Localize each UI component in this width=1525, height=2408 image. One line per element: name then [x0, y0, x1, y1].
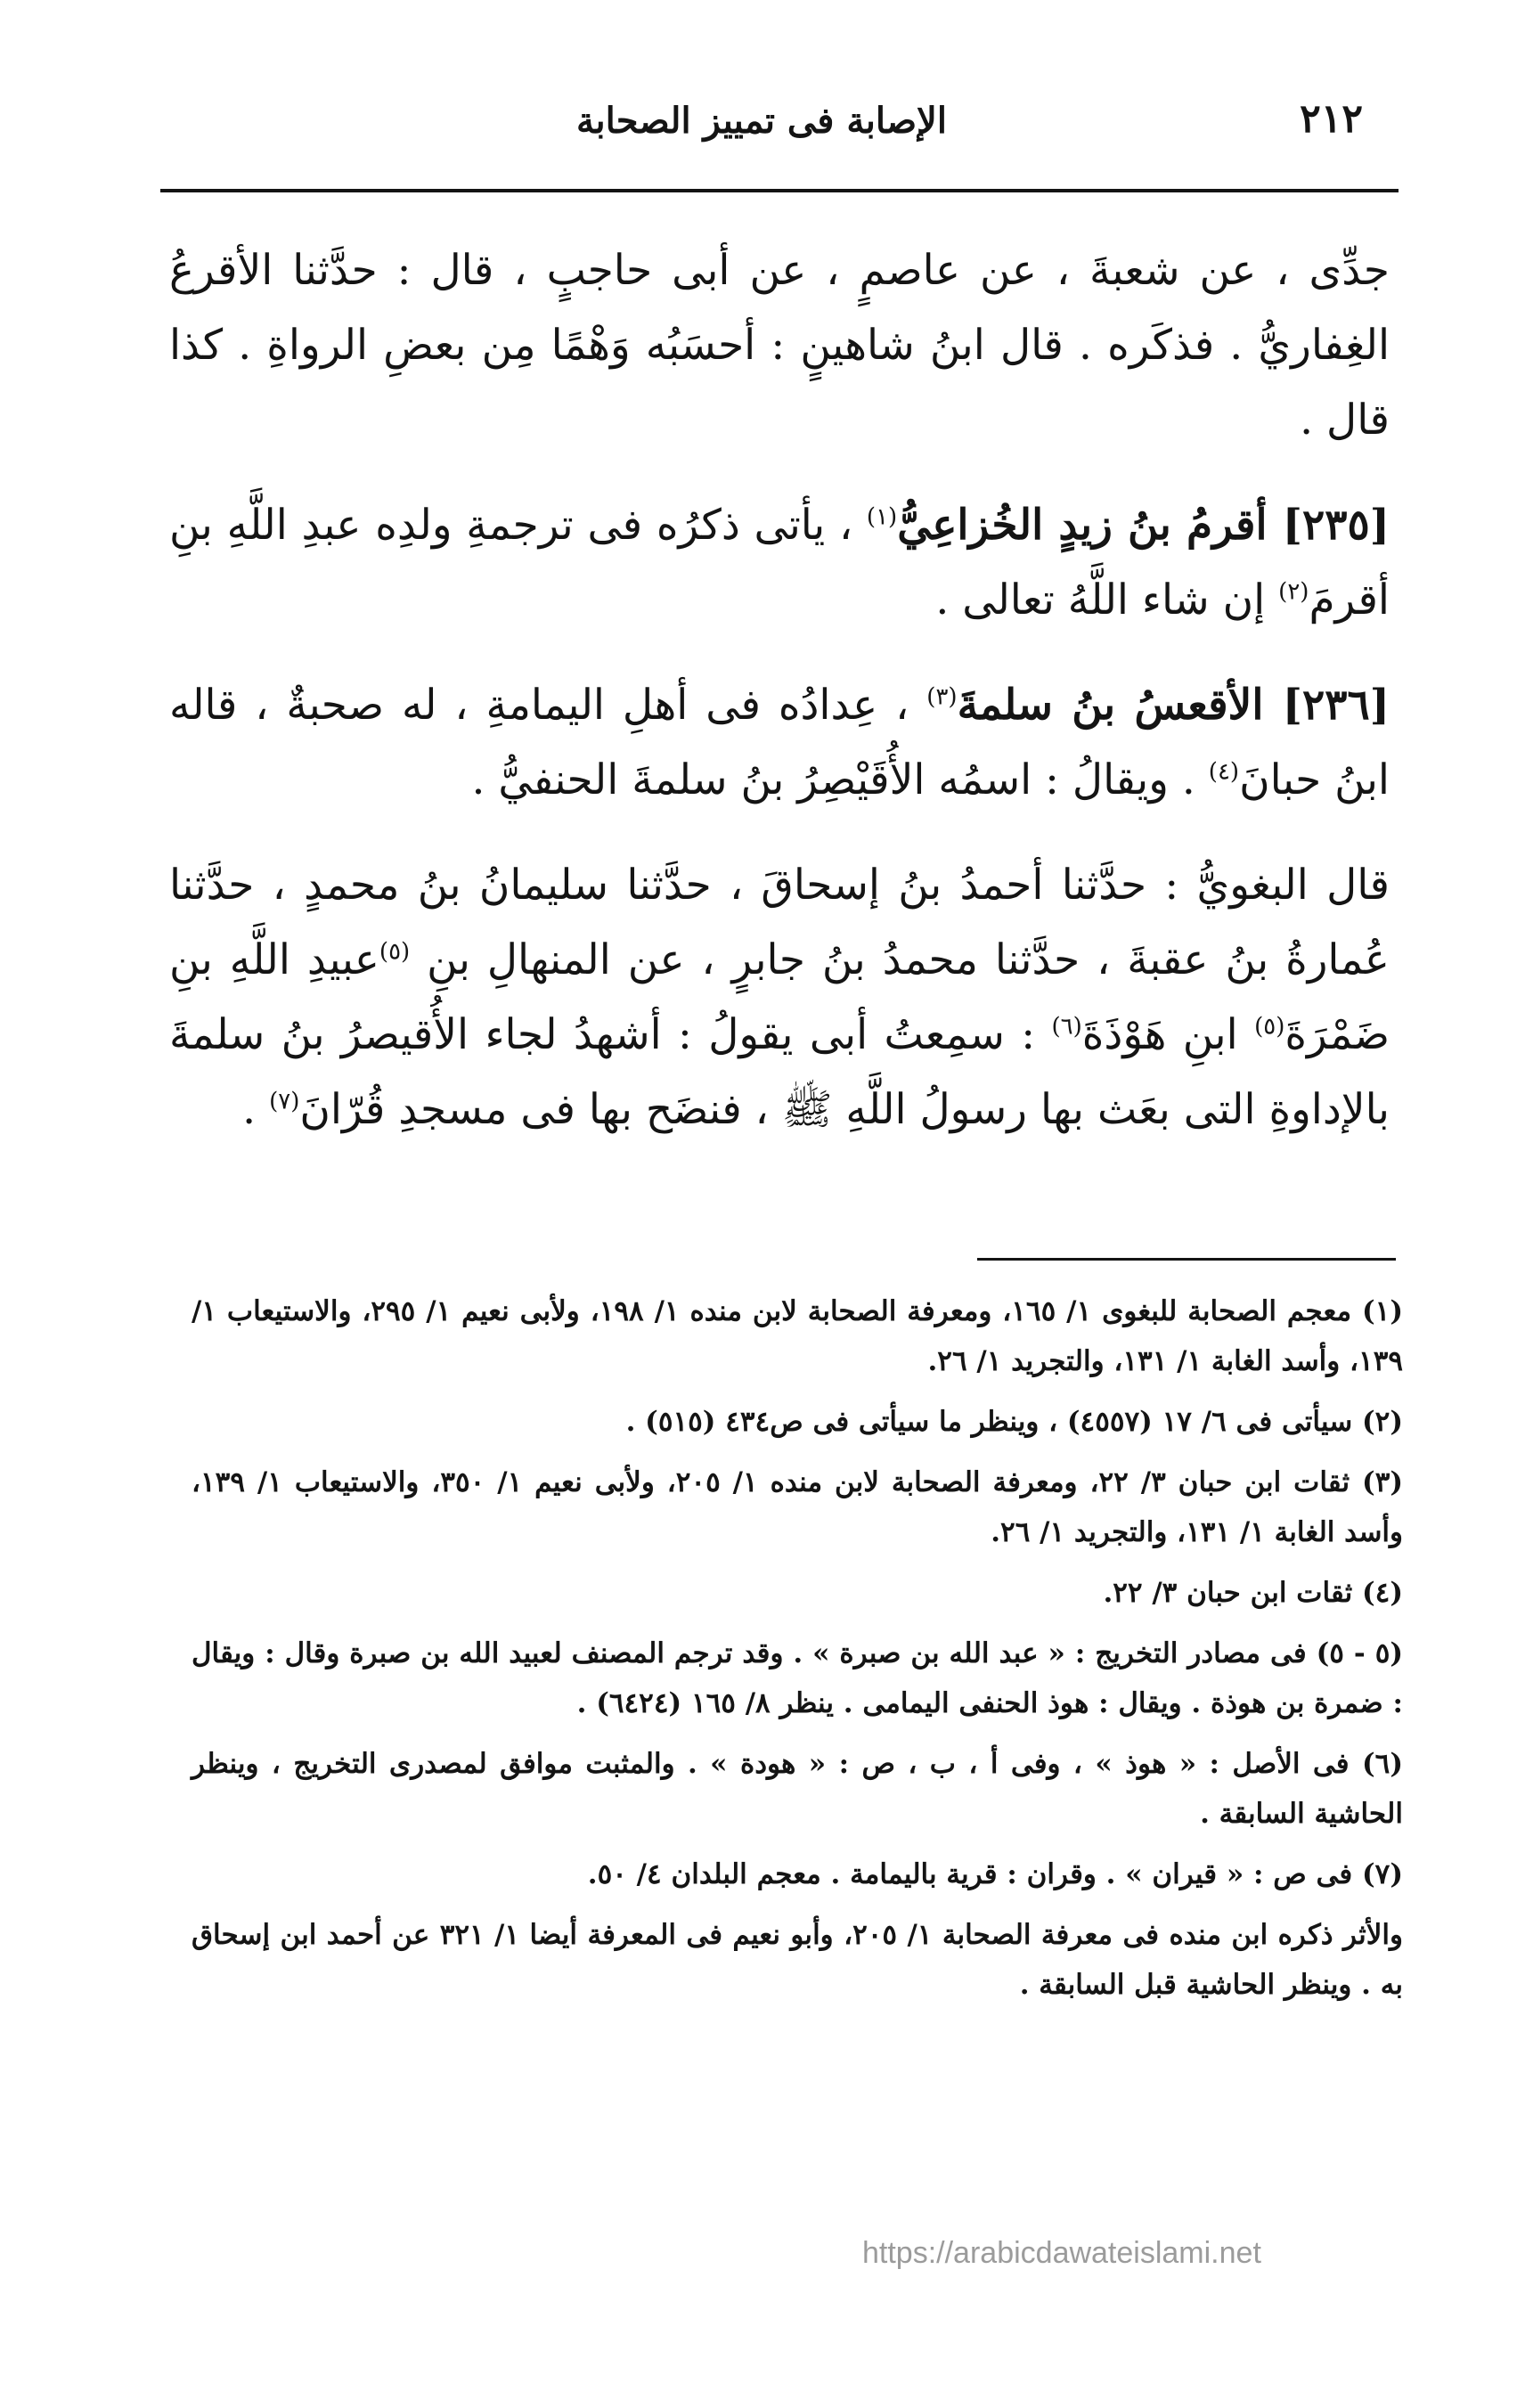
- page-header: [160, 96, 1363, 150]
- footnote-ref-7: (٧): [269, 1088, 300, 1115]
- running-title: الإصابة فى تمييز الصحابة: [576, 100, 947, 142]
- entry-235-text-1: ، يأتى ذكرُه فى ترجمةِ ولدِه عبدِ اللَّهِ بنِ أقرمَ: [169, 501, 1390, 624]
- footnote-ref-1: (١): [866, 503, 898, 531]
- entry-235-heading: [٢٣٥] أقرمُ بنُ زيدٍ الخُزاعِيُّ: [897, 501, 1390, 550]
- isnad-text-4: : سمِعتُ أبى يقولُ : أشهدُ لجاء الأُقيصرُ بنُ سلمةَ بالإداوةِ التى بعَث بها رسولُ اللَّهِ ﷺ ، فنضَح بها فى مسجدِ قُرّانَ: [169, 1010, 1390, 1134]
- footnote-ref-5-close: (٥): [1254, 1013, 1285, 1041]
- main-text: [169, 233, 1390, 1178]
- footnote-ref-4: (٤): [1208, 758, 1240, 786]
- footnote-ref-2: (٢): [1278, 578, 1309, 606]
- page-number: ٢١٢: [1300, 96, 1363, 142]
- footnote-3: (٣) ثقات ابن حبان ٣/ ٢٢، ومعرفة الصحابة لابن منده ١/ ٢٠٥، ولأبى نعيم ١/ ٣٥٠، والاستيعاب ١/ ١٣٩، وأسد الغابة ١/ ١٣١، والتجريد ١/ ٢٦.: [192, 1466, 1404, 1548]
- footnote-7-continuation: والأثر ذكره ابن منده فى معرفة الصحابة ١/ ٢٠٥، وأبو نعيم فى المعرفة أيضا ١/ ٣٢١ عن أحمد ابن إسحاق به . وينظر الحاشية قبل السابقة .: [192, 1919, 1403, 2001]
- entry-236-text-2: . ويقالُ : اسمُه الأُقَيْصِرُ بنُ سلمةَ الحنفيُّ .: [471, 755, 1195, 804]
- paragraph-1: جدِّى ، عن شعبةَ ، عن عاصمٍ ، عن أبى حاجبٍ ، قال : حدَّثنا الأقرعُ الغِفاريُّ . فذكَره . قال ابنُ شاهينٍ : أحسَبُه وَهْمًا مِن بعضِ الرواةِ . كذا قال .: [169, 246, 1390, 445]
- watermark-url: https://arabicdawateislami.net: [862, 2236, 1261, 2270]
- entry-236-text-1: ، عِدادُه فى أهلِ اليمامةِ ، له صحبةٌ ، قاله ابنُ حبانَ: [169, 681, 1390, 804]
- footnote-5: (٥ - ٥) فى مصادر التخريج : « عبد الله بن صبرة » . وقد ترجم المصنف لعبيد الله بن صبرة وقال : ويقال : ضمرة بن هوذة . ويقال : هوذ الحنفى اليمامى . ينظر ٨/ ١٦٥ (٦٤٢٤) .: [192, 1637, 1404, 1719]
- entry-235: [169, 488, 1390, 638]
- footnote-6: (٦) فى الأصل : « هوذ » ، وفى أ ، ب ، ص : « هودة » . والمثبت موافق لمصدرى التخريج ، وينظر الحاشية السابقة .: [192, 1748, 1403, 1830]
- footnote-2: (٢) سيأتى فى ٦/ ١٧ (٤٥٥٧) ، وينظر ما سيأتى فى ص٤٣٤ (٥١٥) .: [625, 1406, 1403, 1438]
- isnad-text-2: عبيدِ اللَّهِ بنِ ضَمْرَةَ: [169, 935, 1390, 1059]
- isnad-text-5: .: [242, 1085, 257, 1134]
- paragraph-isnad: [169, 848, 1390, 1147]
- footnote-7: (٧) فى ص : « قيران » . وقران : قرية باليمامة . معجم البلدان ٤/ ٥٠.: [587, 1858, 1403, 1890]
- footnote-ref-3: (٣): [926, 683, 958, 711]
- footnote-ref-6: (٦): [1051, 1013, 1082, 1041]
- header-rule: [160, 189, 1399, 192]
- entry-236-heading: [٢٣٦] الأقعسُ بنُ سلمةَ: [957, 681, 1390, 730]
- footnotes: [192, 1286, 1403, 2020]
- footnote-4: (٤) ثقات ابن حبان ٣/ ٢٢.: [1103, 1577, 1403, 1609]
- entry-236: [169, 668, 1390, 818]
- isnad-text-1: قال البغويُّ : حدَّثنا أحمدُ بنُ إسحاقَ ، حدَّثنا سليمانُ بنُ محمدٍ ، حدَّثنا عُمارةُ بنُ عقبةَ ، حدَّثنا محمدُ بنُ جابرٍ ، عن المنهالِ بنِ: [169, 861, 1390, 984]
- footnote-1: (١) معجم الصحابة للبغوى ١/ ١٦٥، ومعرفة الصحابة لابن منده ١/ ١٩٨، ولأبى نعيم ١/ ٢٩٥، والاستيعاب ١/ ١٣٩، وأسد الغابة ١/ ١٣١، والتجريد ١/ ٢٦.: [192, 1295, 1403, 1377]
- footnote-separator: [977, 1258, 1396, 1261]
- isnad-text-3: ابنِ هَوْذَةَ: [1081, 1010, 1238, 1059]
- footnote-ref-5-open: (٥): [379, 938, 411, 966]
- entry-235-text-2: إن شاء اللَّهُ تعالى .: [935, 575, 1266, 624]
